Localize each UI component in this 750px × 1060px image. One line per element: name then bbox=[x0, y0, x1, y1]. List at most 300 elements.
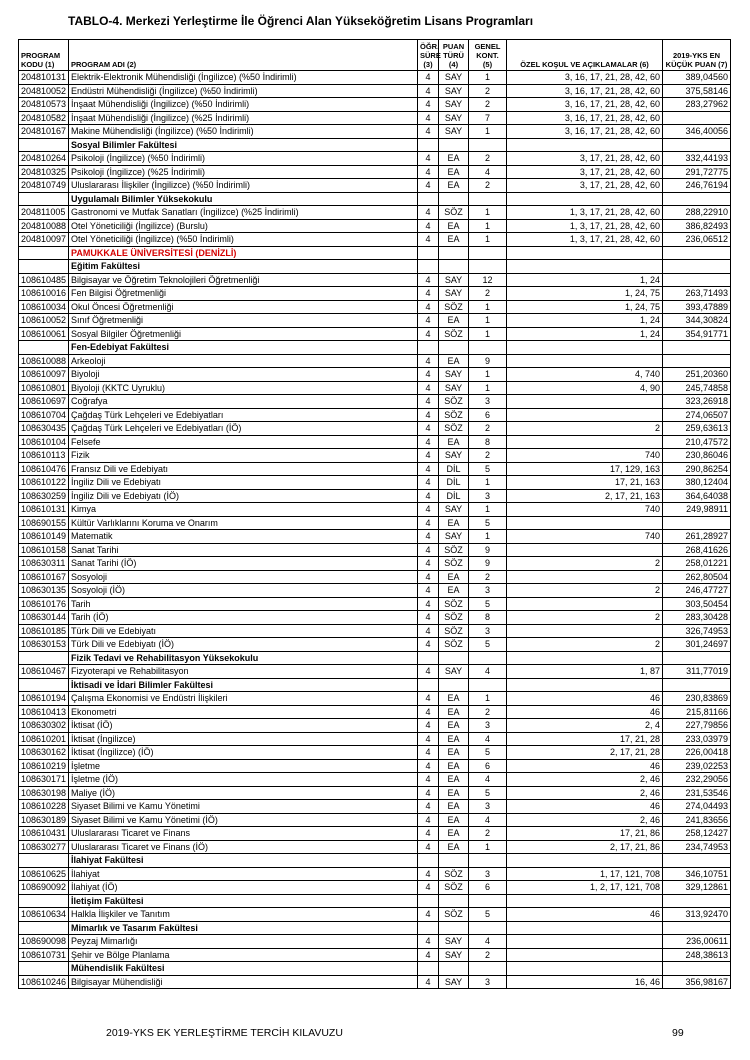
min-score: 248,38613 bbox=[663, 948, 731, 962]
program-name: Okul Öncesi Öğretmenliği bbox=[69, 300, 418, 314]
program-code: 108610704 bbox=[19, 408, 69, 422]
program-name: Sanat Tarihi (İÖ) bbox=[69, 557, 418, 571]
empty-cell bbox=[439, 651, 469, 665]
program-code: 108630171 bbox=[19, 773, 69, 787]
program-duration: 4 bbox=[418, 746, 439, 760]
min-score: 288,22910 bbox=[663, 206, 731, 220]
min-score: 283,27962 bbox=[663, 98, 731, 112]
score-type: DİL bbox=[439, 476, 469, 490]
special-conditions: 1, 87 bbox=[507, 665, 663, 679]
program-duration: 4 bbox=[418, 165, 439, 179]
special-conditions: 740 bbox=[507, 503, 663, 517]
program-code: 108610016 bbox=[19, 287, 69, 301]
empty-cell bbox=[19, 894, 69, 908]
program-name: Çağdaş Türk Lehçeleri ve Edebiyatları (İÖ) bbox=[69, 422, 418, 436]
general-quota: 4 bbox=[469, 773, 507, 787]
empty-cell bbox=[418, 854, 439, 868]
faculty-name: Fen-Edebiyat Fakültesi bbox=[69, 341, 418, 355]
empty-cell bbox=[469, 260, 507, 274]
score-type: SAY bbox=[439, 273, 469, 287]
special-conditions: 3, 16, 17, 21, 28, 42, 60 bbox=[507, 98, 663, 112]
min-score: 313,92470 bbox=[663, 908, 731, 922]
table-row bbox=[19, 759, 731, 773]
program-duration: 4 bbox=[418, 773, 439, 787]
faculty-name: İlahiyat Fakültesi bbox=[69, 854, 418, 868]
table-row bbox=[19, 935, 731, 949]
min-score: 246,47727 bbox=[663, 584, 731, 598]
table-row bbox=[19, 516, 731, 530]
general-quota: 1 bbox=[469, 327, 507, 341]
table-row bbox=[19, 908, 731, 922]
general-quota: 1 bbox=[469, 206, 507, 220]
program-duration: 4 bbox=[418, 597, 439, 611]
empty-cell bbox=[418, 921, 439, 935]
score-type: EA bbox=[439, 165, 469, 179]
program-code: 108630153 bbox=[19, 638, 69, 652]
program-name: Türk Dili ve Edebiyatı bbox=[69, 624, 418, 638]
program-name: Makine Mühendisliği (İngilizce) (%50 İndirimli) bbox=[69, 125, 418, 139]
min-score: 346,10751 bbox=[663, 867, 731, 881]
empty-cell bbox=[19, 138, 69, 152]
program-code: 108610476 bbox=[19, 462, 69, 476]
general-quota: 1 bbox=[469, 314, 507, 328]
special-conditions bbox=[507, 948, 663, 962]
score-type: SÖZ bbox=[439, 638, 469, 652]
program-name: Otel Yöneticiliği (İngilizce) (Burslu) bbox=[69, 219, 418, 233]
score-type: EA bbox=[439, 152, 469, 166]
program-name: Otel Yöneticiliği (İngilizce) (%50 İndirimli) bbox=[69, 233, 418, 247]
program-code: 108610052 bbox=[19, 314, 69, 328]
min-score: 231,53546 bbox=[663, 786, 731, 800]
special-conditions: 1, 17, 121, 708 bbox=[507, 867, 663, 881]
table-row bbox=[19, 746, 731, 760]
program-name: Türk Dili ve Edebiyatı (İÖ) bbox=[69, 638, 418, 652]
special-conditions: 1, 24 bbox=[507, 273, 663, 287]
program-code: 108630302 bbox=[19, 719, 69, 733]
program-name: Coğrafya bbox=[69, 395, 418, 409]
general-quota: 4 bbox=[469, 732, 507, 746]
faculty-name: Uygulamalı Bilimler Yüksekokulu bbox=[69, 192, 418, 206]
faculty-row bbox=[19, 678, 731, 692]
table-header-row bbox=[19, 40, 731, 71]
special-conditions: 2, 17, 21, 28 bbox=[507, 746, 663, 760]
general-quota: 9 bbox=[469, 354, 507, 368]
faculty-name: İktisadi ve İdari Bilimler Fakültesi bbox=[69, 678, 418, 692]
program-name: Gastronomi ve Mutfak Sanatları (İngilizce) (%25 İndirimli) bbox=[69, 206, 418, 220]
general-quota: 7 bbox=[469, 111, 507, 125]
special-conditions: 2, 17, 21, 163 bbox=[507, 489, 663, 503]
program-duration: 4 bbox=[418, 152, 439, 166]
faculty-row bbox=[19, 192, 731, 206]
score-type: EA bbox=[439, 570, 469, 584]
program-code: 108610185 bbox=[19, 624, 69, 638]
general-quota: 1 bbox=[469, 368, 507, 382]
special-conditions: 1, 3, 17, 21, 28, 42, 60 bbox=[507, 206, 663, 220]
program-duration: 4 bbox=[418, 786, 439, 800]
table-row bbox=[19, 449, 731, 463]
program-duration: 4 bbox=[418, 665, 439, 679]
general-quota: 4 bbox=[469, 165, 507, 179]
empty-cell bbox=[663, 854, 731, 868]
score-type: EA bbox=[439, 719, 469, 733]
special-conditions: 17, 21, 163 bbox=[507, 476, 663, 490]
special-conditions: 17, 21, 86 bbox=[507, 827, 663, 841]
program-code: 108610228 bbox=[19, 800, 69, 814]
program-code: 108610625 bbox=[19, 867, 69, 881]
general-quota: 3 bbox=[469, 867, 507, 881]
empty-cell bbox=[439, 854, 469, 868]
empty-cell bbox=[439, 962, 469, 976]
special-conditions: 2, 46 bbox=[507, 786, 663, 800]
program-code: 204811005 bbox=[19, 206, 69, 220]
program-duration: 4 bbox=[418, 516, 439, 530]
special-conditions: 2, 46 bbox=[507, 773, 663, 787]
program-name: İngiliz Dili ve Edebiyatı (İÖ) bbox=[69, 489, 418, 503]
min-score: 311,77019 bbox=[663, 665, 731, 679]
min-score: 227,79856 bbox=[663, 719, 731, 733]
program-name: Siyaset Bilimi ve Kamu Yönetimi bbox=[69, 800, 418, 814]
min-score bbox=[663, 516, 731, 530]
score-type: SÖZ bbox=[439, 908, 469, 922]
program-code: 108690092 bbox=[19, 881, 69, 895]
special-conditions: 740 bbox=[507, 530, 663, 544]
empty-cell bbox=[663, 341, 731, 355]
score-type: SÖZ bbox=[439, 624, 469, 638]
score-type: DİL bbox=[439, 462, 469, 476]
min-score: 303,50454 bbox=[663, 597, 731, 611]
score-type: EA bbox=[439, 732, 469, 746]
program-name: Sosyoloji (İÖ) bbox=[69, 584, 418, 598]
table-row bbox=[19, 800, 731, 814]
program-duration: 4 bbox=[418, 638, 439, 652]
program-duration: 4 bbox=[418, 111, 439, 125]
special-conditions: 4, 740 bbox=[507, 368, 663, 382]
general-quota: 3 bbox=[469, 395, 507, 409]
table-row bbox=[19, 111, 731, 125]
table-row bbox=[19, 638, 731, 652]
score-type: SAY bbox=[439, 975, 469, 989]
program-code: 204810582 bbox=[19, 111, 69, 125]
min-score: 389,04560 bbox=[663, 71, 731, 85]
program-duration: 4 bbox=[418, 219, 439, 233]
empty-cell bbox=[418, 962, 439, 976]
footer-guide-title: 2019-YKS EK YERLEŞTİRME TERCİH KILAVUZU bbox=[106, 1027, 343, 1039]
program-code: 108630311 bbox=[19, 557, 69, 571]
empty-cell bbox=[507, 138, 663, 152]
general-quota: 2 bbox=[469, 422, 507, 436]
program-duration: 4 bbox=[418, 624, 439, 638]
empty-cell bbox=[469, 192, 507, 206]
general-quota: 2 bbox=[469, 287, 507, 301]
table-row bbox=[19, 543, 731, 557]
general-quota: 1 bbox=[469, 692, 507, 706]
table-row bbox=[19, 840, 731, 854]
table-row bbox=[19, 368, 731, 382]
general-quota: 4 bbox=[469, 935, 507, 949]
special-conditions bbox=[507, 597, 663, 611]
score-type: SAY bbox=[439, 84, 469, 98]
general-quota: 4 bbox=[469, 813, 507, 827]
general-quota: 2 bbox=[469, 98, 507, 112]
table-row bbox=[19, 462, 731, 476]
general-quota: 2 bbox=[469, 827, 507, 841]
program-name: Sosyoloji bbox=[69, 570, 418, 584]
program-name: Kimya bbox=[69, 503, 418, 517]
program-code: 108630198 bbox=[19, 786, 69, 800]
general-quota: 12 bbox=[469, 273, 507, 287]
table-row bbox=[19, 84, 731, 98]
program-duration: 4 bbox=[418, 908, 439, 922]
program-code: 108610801 bbox=[19, 381, 69, 395]
program-code: 108630259 bbox=[19, 489, 69, 503]
special-conditions bbox=[507, 543, 663, 557]
score-type: SAY bbox=[439, 98, 469, 112]
program-code: 108610201 bbox=[19, 732, 69, 746]
program-code: 108630135 bbox=[19, 584, 69, 598]
score-type: SAY bbox=[439, 948, 469, 962]
score-type: EA bbox=[439, 840, 469, 854]
score-type: SÖZ bbox=[439, 206, 469, 220]
general-quota: 6 bbox=[469, 759, 507, 773]
table-row bbox=[19, 435, 731, 449]
min-score: 291,72775 bbox=[663, 165, 731, 179]
table-row bbox=[19, 206, 731, 220]
special-conditions: 4, 90 bbox=[507, 381, 663, 395]
program-duration: 4 bbox=[418, 125, 439, 139]
empty-cell bbox=[418, 651, 439, 665]
university-row bbox=[19, 246, 731, 260]
header-general-quota: GENEL KONT. (5) bbox=[469, 40, 507, 71]
min-score: 393,47889 bbox=[663, 300, 731, 314]
program-name: İlahiyat (İÖ) bbox=[69, 881, 418, 895]
program-name: İşletme (İÖ) bbox=[69, 773, 418, 787]
min-score: 268,41626 bbox=[663, 543, 731, 557]
score-type: SÖZ bbox=[439, 611, 469, 625]
program-duration: 4 bbox=[418, 422, 439, 436]
score-type: SAY bbox=[439, 449, 469, 463]
program-code: 108610122 bbox=[19, 476, 69, 490]
program-name: Ekonometri bbox=[69, 705, 418, 719]
table-row bbox=[19, 705, 731, 719]
program-code: 108610167 bbox=[19, 570, 69, 584]
program-code: 108610088 bbox=[19, 354, 69, 368]
min-score: 323,26918 bbox=[663, 395, 731, 409]
special-conditions: 1, 24 bbox=[507, 314, 663, 328]
header-program-code: PROGRAM KODU (1) bbox=[19, 40, 69, 71]
program-duration: 4 bbox=[418, 719, 439, 733]
program-name: İktisat (İngilizce) bbox=[69, 732, 418, 746]
program-duration: 4 bbox=[418, 381, 439, 395]
table-row bbox=[19, 287, 731, 301]
program-duration: 4 bbox=[418, 327, 439, 341]
empty-cell bbox=[469, 246, 507, 260]
faculty-name: Eğitim Fakültesi bbox=[69, 260, 418, 274]
special-conditions: 2 bbox=[507, 422, 663, 436]
score-type: EA bbox=[439, 354, 469, 368]
program-name: İnşaat Mühendisliği (İngilizce) (%25 İndirimli) bbox=[69, 111, 418, 125]
empty-cell bbox=[663, 192, 731, 206]
empty-cell bbox=[507, 341, 663, 355]
program-name: Uluslararası İlişkiler (İngilizce) (%50 İndirimli) bbox=[69, 179, 418, 193]
program-name: Sanat Tarihi bbox=[69, 543, 418, 557]
empty-cell bbox=[469, 651, 507, 665]
program-code: 108610634 bbox=[19, 908, 69, 922]
min-score: 246,76194 bbox=[663, 179, 731, 193]
program-code: 108610731 bbox=[19, 948, 69, 962]
special-conditions bbox=[507, 624, 663, 638]
table-row bbox=[19, 273, 731, 287]
general-quota: 5 bbox=[469, 516, 507, 530]
empty-cell bbox=[507, 962, 663, 976]
faculty-row bbox=[19, 341, 731, 355]
program-code: 108610131 bbox=[19, 503, 69, 517]
score-type: SAY bbox=[439, 71, 469, 85]
program-duration: 4 bbox=[418, 314, 439, 328]
program-code: 204810167 bbox=[19, 125, 69, 139]
faculty-row bbox=[19, 138, 731, 152]
program-code: 108630144 bbox=[19, 611, 69, 625]
special-conditions: 17, 21, 28 bbox=[507, 732, 663, 746]
table-row bbox=[19, 327, 731, 341]
general-quota: 5 bbox=[469, 462, 507, 476]
min-score: 262,80504 bbox=[663, 570, 731, 584]
score-type: EA bbox=[439, 813, 469, 827]
empty-cell bbox=[469, 854, 507, 868]
faculty-name: Sosyal Bilimler Fakültesi bbox=[69, 138, 418, 152]
empty-cell bbox=[507, 246, 663, 260]
empty-cell bbox=[507, 921, 663, 935]
program-duration: 4 bbox=[418, 705, 439, 719]
special-conditions: 2 bbox=[507, 611, 663, 625]
program-name: Psikoloji (İngilizce) (%25 İndirimli) bbox=[69, 165, 418, 179]
program-code: 108610697 bbox=[19, 395, 69, 409]
empty-cell bbox=[469, 894, 507, 908]
program-name: Matematik bbox=[69, 530, 418, 544]
program-name: Bilgisayar Mühendisliği bbox=[69, 975, 418, 989]
empty-cell bbox=[439, 341, 469, 355]
special-conditions: 3, 16, 17, 21, 28, 42, 60 bbox=[507, 125, 663, 139]
table-row bbox=[19, 98, 731, 112]
table-row bbox=[19, 867, 731, 881]
min-score: 236,00611 bbox=[663, 935, 731, 949]
general-quota: 1 bbox=[469, 233, 507, 247]
special-conditions bbox=[507, 395, 663, 409]
faculty-row bbox=[19, 921, 731, 935]
empty-cell bbox=[439, 894, 469, 908]
empty-cell bbox=[663, 894, 731, 908]
program-name: Uluslararası Ticaret ve Finans bbox=[69, 827, 418, 841]
program-name: Biyoloji bbox=[69, 368, 418, 382]
score-type: EA bbox=[439, 219, 469, 233]
header-min-score: 2019-YKS EN KÜÇÜK PUAN (7) bbox=[663, 40, 731, 71]
score-type: SAY bbox=[439, 111, 469, 125]
header-conditions: ÖZEL KOŞUL VE AÇIKLAMALAR (6) bbox=[507, 40, 663, 71]
program-duration: 4 bbox=[418, 948, 439, 962]
special-conditions: 2 bbox=[507, 638, 663, 652]
general-quota: 2 bbox=[469, 179, 507, 193]
special-conditions bbox=[507, 435, 663, 449]
special-conditions: 46 bbox=[507, 908, 663, 922]
general-quota: 2 bbox=[469, 570, 507, 584]
general-quota: 6 bbox=[469, 881, 507, 895]
score-type: SAY bbox=[439, 287, 469, 301]
program-code: 108610219 bbox=[19, 759, 69, 773]
program-name: Siyaset Bilimi ve Kamu Yönetimi (İÖ) bbox=[69, 813, 418, 827]
score-type: SÖZ bbox=[439, 408, 469, 422]
table-row bbox=[19, 152, 731, 166]
min-score: 249,98911 bbox=[663, 503, 731, 517]
empty-cell bbox=[469, 921, 507, 935]
special-conditions: 17, 129, 163 bbox=[507, 462, 663, 476]
program-name: Fizyoterapi ve Rehabilitasyon bbox=[69, 665, 418, 679]
special-conditions: 2 bbox=[507, 584, 663, 598]
score-type: EA bbox=[439, 314, 469, 328]
table-row bbox=[19, 179, 731, 193]
program-code: 108630189 bbox=[19, 813, 69, 827]
special-conditions bbox=[507, 408, 663, 422]
score-type: EA bbox=[439, 584, 469, 598]
score-type: EA bbox=[439, 773, 469, 787]
table-row bbox=[19, 476, 731, 490]
min-score: 329,12861 bbox=[663, 881, 731, 895]
program-duration: 4 bbox=[418, 611, 439, 625]
program-duration: 4 bbox=[418, 179, 439, 193]
min-score: 386,82493 bbox=[663, 219, 731, 233]
program-name: Elektrik-Elektronik Mühendisliği (İngilizce) (%50 İndirimli) bbox=[69, 71, 418, 85]
program-name: Sınıf Öğretmenliği bbox=[69, 314, 418, 328]
score-type: EA bbox=[439, 827, 469, 841]
score-type: SÖZ bbox=[439, 557, 469, 571]
special-conditions: 3, 17, 21, 28, 42, 60 bbox=[507, 179, 663, 193]
general-quota: 5 bbox=[469, 786, 507, 800]
general-quota: 2 bbox=[469, 84, 507, 98]
empty-cell bbox=[19, 678, 69, 692]
program-duration: 4 bbox=[418, 287, 439, 301]
program-duration: 4 bbox=[418, 84, 439, 98]
score-type: SAY bbox=[439, 381, 469, 395]
program-name: Şehir ve Bölge Planlama bbox=[69, 948, 418, 962]
table-row bbox=[19, 732, 731, 746]
program-name: Felsefe bbox=[69, 435, 418, 449]
program-table bbox=[18, 39, 731, 989]
min-score: 215,81166 bbox=[663, 705, 731, 719]
special-conditions: 2 bbox=[507, 557, 663, 571]
score-type: SAY bbox=[439, 503, 469, 517]
program-code: 204810052 bbox=[19, 84, 69, 98]
empty-cell bbox=[507, 894, 663, 908]
special-conditions: 1, 3, 17, 21, 28, 42, 60 bbox=[507, 219, 663, 233]
empty-cell bbox=[507, 678, 663, 692]
special-conditions bbox=[507, 354, 663, 368]
min-score: 364,64038 bbox=[663, 489, 731, 503]
score-type: SÖZ bbox=[439, 597, 469, 611]
program-name: Tarih (İÖ) bbox=[69, 611, 418, 625]
empty-cell bbox=[418, 192, 439, 206]
table-row bbox=[19, 233, 731, 247]
general-quota: 2 bbox=[469, 152, 507, 166]
score-type: SÖZ bbox=[439, 881, 469, 895]
empty-cell bbox=[19, 962, 69, 976]
program-code: 108630162 bbox=[19, 746, 69, 760]
empty-cell bbox=[418, 678, 439, 692]
general-quota: 5 bbox=[469, 908, 507, 922]
score-type: SÖZ bbox=[439, 300, 469, 314]
program-code: 108610034 bbox=[19, 300, 69, 314]
special-conditions: 46 bbox=[507, 759, 663, 773]
general-quota: 3 bbox=[469, 584, 507, 598]
empty-cell bbox=[469, 962, 507, 976]
table-row bbox=[19, 165, 731, 179]
